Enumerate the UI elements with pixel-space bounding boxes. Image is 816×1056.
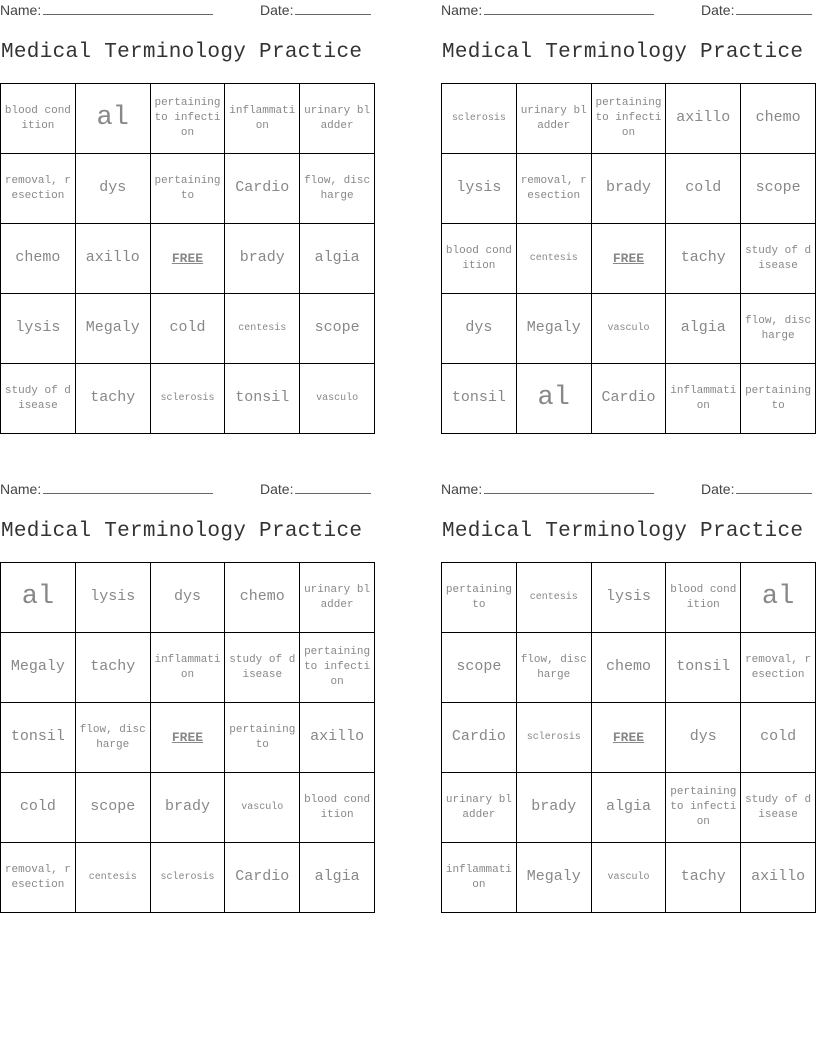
term-text: lysis (605, 588, 651, 606)
term-text: scope (90, 798, 136, 816)
name-field[interactable] (0, 2, 213, 18)
bingo-cell (1, 843, 76, 913)
bingo-cell (741, 843, 816, 913)
card-header (441, 479, 816, 499)
term-text: algia (680, 319, 726, 337)
bingo-cell (151, 84, 226, 154)
term-text: dys (173, 588, 201, 606)
term-text: pertaining to infection (670, 786, 737, 828)
term-text: pertaining to (745, 384, 812, 412)
bingo-cell (666, 154, 741, 224)
card-title: Medical Terminology Practice (442, 41, 804, 64)
term-text: dys (689, 728, 717, 746)
card-header (0, 0, 375, 20)
bingo-cell (442, 224, 517, 294)
term-text: pertaining to (154, 174, 221, 202)
bingo-cell (666, 773, 741, 843)
bingo-cell (300, 294, 375, 364)
term-text: vasculo (316, 392, 359, 404)
term-text: centesis (529, 591, 578, 603)
bingo-cell (666, 84, 741, 154)
date-field[interactable] (701, 481, 812, 497)
term-text: sclerosis (526, 731, 581, 743)
term-text: tonsil (451, 389, 506, 407)
term-text: removal, resection (4, 174, 71, 202)
card-title: Medical Terminology Practice (1, 520, 363, 543)
term-text: vasculo (607, 871, 650, 883)
bingo-cell (1, 224, 76, 294)
name-line[interactable] (484, 2, 654, 15)
term-text: blood condition (4, 104, 71, 132)
bingo-grid (0, 562, 375, 913)
bingo-cell (592, 224, 667, 294)
bingo-cell (1, 563, 76, 633)
date-label: Date: (260, 2, 294, 18)
term-text: axillo (751, 868, 806, 886)
term-text: dys (99, 179, 127, 197)
term-text: al (21, 582, 55, 613)
bingo-cell (517, 294, 592, 364)
term-text: centesis (238, 322, 287, 334)
term-text: al (761, 582, 795, 613)
bingo-cell (741, 84, 816, 154)
term-text: tachy (680, 868, 726, 886)
term-text: flow, discharge (745, 314, 812, 342)
bingo-cell (300, 843, 375, 913)
bingo-cell (1, 633, 76, 703)
term-text: study of disease (745, 244, 812, 272)
bingo-cell (442, 773, 517, 843)
bingo-cell (151, 773, 226, 843)
term-text: Cardio (235, 868, 290, 886)
bingo-cell (517, 843, 592, 913)
bingo-cell (1, 364, 76, 434)
term-text: Megaly (85, 319, 140, 337)
term-text: brady (531, 798, 577, 816)
bingo-cell (741, 773, 816, 843)
term-text: inflammation (229, 104, 296, 132)
date-label: Date: (701, 481, 735, 497)
bingo-cell (442, 843, 517, 913)
bingo-cell (76, 364, 151, 434)
term-text: vasculo (241, 801, 284, 813)
date-line[interactable] (736, 2, 812, 15)
term-text: urinary bladder (445, 793, 512, 821)
term-text: urinary bladder (304, 583, 371, 611)
term-text: scope (456, 658, 502, 676)
term-text: chemo (15, 249, 61, 267)
bingo-cell (666, 703, 741, 773)
term-text: brady (164, 798, 210, 816)
term-text: tonsil (676, 658, 731, 676)
bingo-cell (592, 84, 667, 154)
bingo-cell (1, 84, 76, 154)
date-field[interactable] (701, 2, 812, 18)
term-text: scope (755, 179, 801, 197)
bingo-cell (76, 563, 151, 633)
bingo-cell (225, 773, 300, 843)
bingo-cell (442, 84, 517, 154)
bingo-cell (151, 843, 226, 913)
bingo-cell (1, 703, 76, 773)
bingo-cell (442, 154, 517, 224)
term-text: urinary bladder (520, 104, 587, 132)
bingo-cell (442, 294, 517, 364)
bingo-cell (1, 773, 76, 843)
bingo-cell (76, 294, 151, 364)
term-text: brady (605, 179, 651, 197)
bingo-cell (76, 843, 151, 913)
bingo-cell (300, 773, 375, 843)
term-text: chemo (239, 588, 285, 606)
date-field[interactable] (260, 481, 371, 497)
term-text: lysis (90, 588, 136, 606)
bingo-cell (442, 364, 517, 434)
term-text: Megaly (10, 658, 65, 676)
term-text: flow, discharge (520, 653, 587, 681)
bingo-cell (517, 703, 592, 773)
bingo-cell (300, 633, 375, 703)
term-text: al (96, 103, 129, 134)
bingo-cell (76, 633, 151, 703)
bingo-cell (300, 154, 375, 224)
date-field[interactable] (260, 2, 371, 18)
term-text: centesis (529, 252, 578, 264)
bingo-cell (300, 224, 375, 294)
free-space: FREE (171, 729, 204, 745)
term-text: chemo (755, 109, 801, 127)
bingo-cell (517, 563, 592, 633)
term-text: cold (169, 319, 206, 337)
term-text: removal, resection (745, 653, 812, 681)
term-text: inflammation (445, 863, 512, 891)
term-text: algia (314, 868, 360, 886)
bingo-cell (300, 563, 375, 633)
term-text: axillo (676, 109, 731, 127)
bingo-cell (76, 84, 151, 154)
term-text: algia (605, 798, 651, 816)
bingo-cell (76, 224, 151, 294)
bingo-cell (442, 703, 517, 773)
term-text: inflammation (154, 653, 221, 681)
name-label: Name: (0, 481, 42, 497)
bingo-cell (225, 843, 300, 913)
term-text: chemo (605, 658, 651, 676)
term-text: al (537, 383, 570, 414)
name-label: Name: (0, 2, 42, 18)
term-text: inflammation (670, 384, 737, 412)
free-space: FREE (171, 250, 204, 266)
term-text: study of disease (4, 384, 71, 412)
term-text: axillo (85, 249, 140, 267)
term-text: removal, resection (4, 863, 71, 891)
term-text: tachy (90, 658, 136, 676)
name-line[interactable] (484, 481, 654, 494)
name-field[interactable] (441, 2, 654, 18)
term-text: pertaining to (445, 583, 512, 611)
bingo-cell (741, 224, 816, 294)
bingo-grid (0, 83, 375, 434)
bingo-cell (225, 84, 300, 154)
bingo-cell (517, 84, 592, 154)
bingo-cell (151, 703, 226, 773)
term-text: tonsil (235, 389, 290, 407)
bingo-cell (1, 294, 76, 364)
card-title: Medical Terminology Practice (442, 520, 804, 543)
bingo-cell (517, 773, 592, 843)
bingo-cell (76, 703, 151, 773)
bingo-cell (592, 633, 667, 703)
bingo-cell (225, 563, 300, 633)
term-text: lysis (456, 179, 502, 197)
bingo-cell (225, 224, 300, 294)
bingo-cell (225, 703, 300, 773)
term-text: cold (760, 728, 797, 746)
term-text: lysis (15, 319, 61, 337)
bingo-grid (441, 562, 816, 913)
term-text: tachy (680, 249, 726, 267)
bingo-cell (592, 703, 667, 773)
term-text: cold (685, 179, 722, 197)
bingo-cell (666, 843, 741, 913)
bingo-cell (592, 364, 667, 434)
term-text: Cardio (451, 728, 506, 746)
bingo-cell (442, 563, 517, 633)
term-text: pertaining to (229, 723, 296, 751)
term-text: flow, discharge (79, 723, 146, 751)
bingo-cell (592, 294, 667, 364)
bingo-cell (666, 364, 741, 434)
bingo-cell (592, 843, 667, 913)
term-text: study of disease (745, 793, 812, 821)
term-text: sclerosis (160, 392, 215, 404)
term-text: tachy (90, 389, 136, 407)
term-text: axillo (310, 728, 365, 746)
name-line[interactable] (43, 481, 213, 494)
term-text: blood condition (445, 244, 512, 272)
bingo-cell (300, 364, 375, 434)
term-text: Cardio (235, 179, 290, 197)
bingo-cell (741, 364, 816, 434)
bingo-cell (151, 154, 226, 224)
bingo-cell (1, 154, 76, 224)
name-label: Name: (441, 481, 483, 497)
date-label: Date: (701, 2, 735, 18)
term-text: tonsil (10, 728, 65, 746)
bingo-cell (151, 563, 226, 633)
name-line[interactable] (43, 2, 213, 15)
bingo-grid (441, 83, 816, 434)
card-title: Medical Terminology Practice (1, 41, 363, 64)
term-text: cold (19, 798, 56, 816)
bingo-cell (225, 364, 300, 434)
free-space: FREE (612, 250, 645, 266)
bingo-cell (741, 154, 816, 224)
bingo-cell (517, 154, 592, 224)
term-text: Cardio (601, 389, 656, 407)
term-text: pertaining to infection (595, 97, 662, 139)
bingo-cell (666, 633, 741, 703)
bingo-cell (151, 633, 226, 703)
term-text: centesis (88, 871, 137, 883)
bingo-cell (517, 633, 592, 703)
bingo-cell (76, 773, 151, 843)
term-text: pertaining to infection (304, 646, 371, 688)
bingo-cell (741, 633, 816, 703)
term-text: sclerosis (451, 112, 506, 124)
term-text: Megaly (526, 868, 581, 886)
term-text: removal, resection (520, 174, 587, 202)
bingo-cell (76, 154, 151, 224)
bingo-cell (592, 773, 667, 843)
bingo-cell (151, 294, 226, 364)
term-text: blood condition (304, 793, 371, 821)
term-text: sclerosis (160, 871, 215, 883)
term-text: vasculo (607, 322, 650, 334)
card-header (441, 0, 816, 20)
bingo-cell (592, 154, 667, 224)
term-text: brady (239, 249, 285, 267)
term-text: pertaining to infection (154, 97, 221, 139)
term-text: urinary bladder (304, 104, 371, 132)
bingo-cell (666, 224, 741, 294)
date-label: Date: (260, 481, 294, 497)
name-label: Name: (441, 2, 483, 18)
bingo-cell (741, 294, 816, 364)
free-space: FREE (612, 729, 645, 745)
bingo-cell (517, 364, 592, 434)
bingo-cell (151, 224, 226, 294)
card-header (0, 479, 375, 499)
bingo-cell (151, 364, 226, 434)
bingo-cell (442, 633, 517, 703)
date-line[interactable] (295, 481, 371, 494)
date-line[interactable] (736, 481, 812, 494)
bingo-cell (300, 703, 375, 773)
bingo-cell (300, 84, 375, 154)
date-line[interactable] (295, 2, 371, 15)
term-text: flow, discharge (304, 174, 371, 202)
bingo-cell (225, 633, 300, 703)
term-text: Megaly (526, 319, 581, 337)
bingo-cell (225, 154, 300, 224)
name-field[interactable] (441, 481, 654, 497)
bingo-cell (517, 224, 592, 294)
term-text: study of disease (229, 653, 296, 681)
bingo-cell (592, 563, 667, 633)
bingo-cell (741, 563, 816, 633)
bingo-cell (666, 294, 741, 364)
name-field[interactable] (0, 481, 213, 497)
bingo-cell (225, 294, 300, 364)
bingo-cell (741, 703, 816, 773)
term-text: algia (314, 249, 360, 267)
term-text: blood condition (670, 583, 737, 611)
bingo-cell (666, 563, 741, 633)
term-text: dys (465, 319, 493, 337)
term-text: scope (314, 319, 360, 337)
